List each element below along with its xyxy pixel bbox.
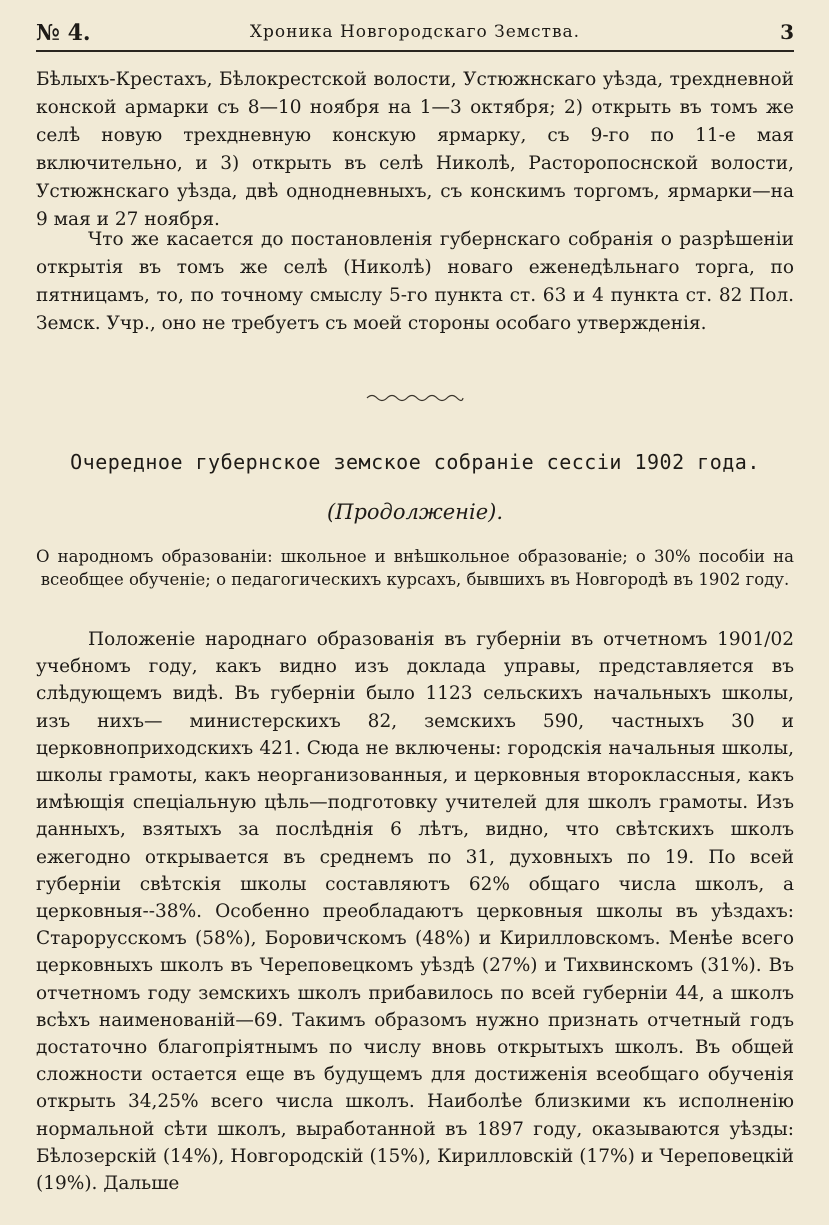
journal-title: Хроника Новгородскаго Земства. [249, 22, 581, 42]
body-paragraph-1: Бѣлыхъ-Крестахъ, Бѣлокрестской волости, Устюжнскаго уѣзда, трехдневной конской армарки съ 8—10 ноября на 1—3 октября; 2) открыть въ томъ же селѣ новую трехдневную конскую ярмарку, съ 9-го по 11-е мая включительно, и 3) открыть въ селѣ Николѣ, Расторопоснской волости, Устюжнскаго уѣзда, двѣ однодневныхъ, съ конскимъ торгомъ, ярмарки—на 9 мая и 27 ноября. [36, 69, 794, 230]
article-summary: О народномъ образованіи: школьное и внѣшкольное образованіе; о 30% пособіи на всеобщее обученіе; о педагогическихъ курсахъ, бывшихъ въ Новгородѣ въ 1902 году. [36, 547, 794, 589]
running-header [36, 14, 794, 52]
article-paragraph: Положеніе народнаго образованія въ губерніи въ отчетномъ 1901/02 учебномъ году, какъ видно изъ доклада управы, представляется въ слѣдующемъ видѣ. Въ губерніи было 1123 сельскихъ начальныхъ школы, изъ нихъ— министерскихъ 82, земскихъ 590, частныхъ 30 и церковноприходскихъ 421. Сюда не включены: городскія начальныя школы, школы грамоты, какъ неорганизованныя, и церковныя второклассныя, какъ имѣющія спеціальную цѣль—подготовку учителей для школъ грамоты. Изъ данныхъ, взятыхъ за послѣднія 6 лѣтъ, видно, что свѣтскихъ школъ ежегодно открывается въ среднемъ по 31, духовныхъ по 19. По всей губерніи свѣтскія школы составляютъ 62% общаго числа школъ, а церковныя--38%. Особенно преобладаютъ церковныя школы въ уѣздахъ: Старорусскомъ (58%), Боровичскомъ (48%) и Кирилловскомъ. Менѣе всего церковныхъ школъ въ Череповецкомъ уѣздѣ (27%) и Тихвинскомъ (31%). Въ отчетномъ году земскихъ школъ прибавилось по всей губерніи 44, а школъ всѣхъ наименованій—69. Такимъ образомъ нужно признать отчетный годъ достаточно благопріятнымъ по числу вновь открытыхъ школъ. Въ общей сложности остается еще въ будущемъ для достиженія всеобщаго обученія открыть 34,25% всего числа школъ. Наиболѣе близкими къ исполненію нормальной сѣти школъ, выработанной въ 1897 году, оказываются уѣзды: Бѣлозерскій (14%), Новгородскій (15%), Кирилловскій (17%) и Череповецкій (19%). Дальше [36, 629, 794, 1195]
issue-number: № 4. [36, 20, 91, 46]
article-subtitle: (Продолженіе). [326, 500, 504, 524]
ornamental-divider [365, 392, 465, 404]
page-number: 3 [780, 20, 794, 44]
body-paragraph-2: Что же касается до постановленія губернскаго собранія о разрѣшеніи открытія въ томъ же селѣ (Николѣ) новаго еженедѣльнаго торга, по пятницамъ, то, по точному смыслу 5-го пункта ст. 63 и 4 пункта ст. 82 Пол. Земск. Учр., оно не требуетъ съ моей стороны особаго утвержденія. [36, 229, 794, 334]
article-title: Очередное губернское земское собраніе сессіи 1902 года. [70, 450, 760, 474]
